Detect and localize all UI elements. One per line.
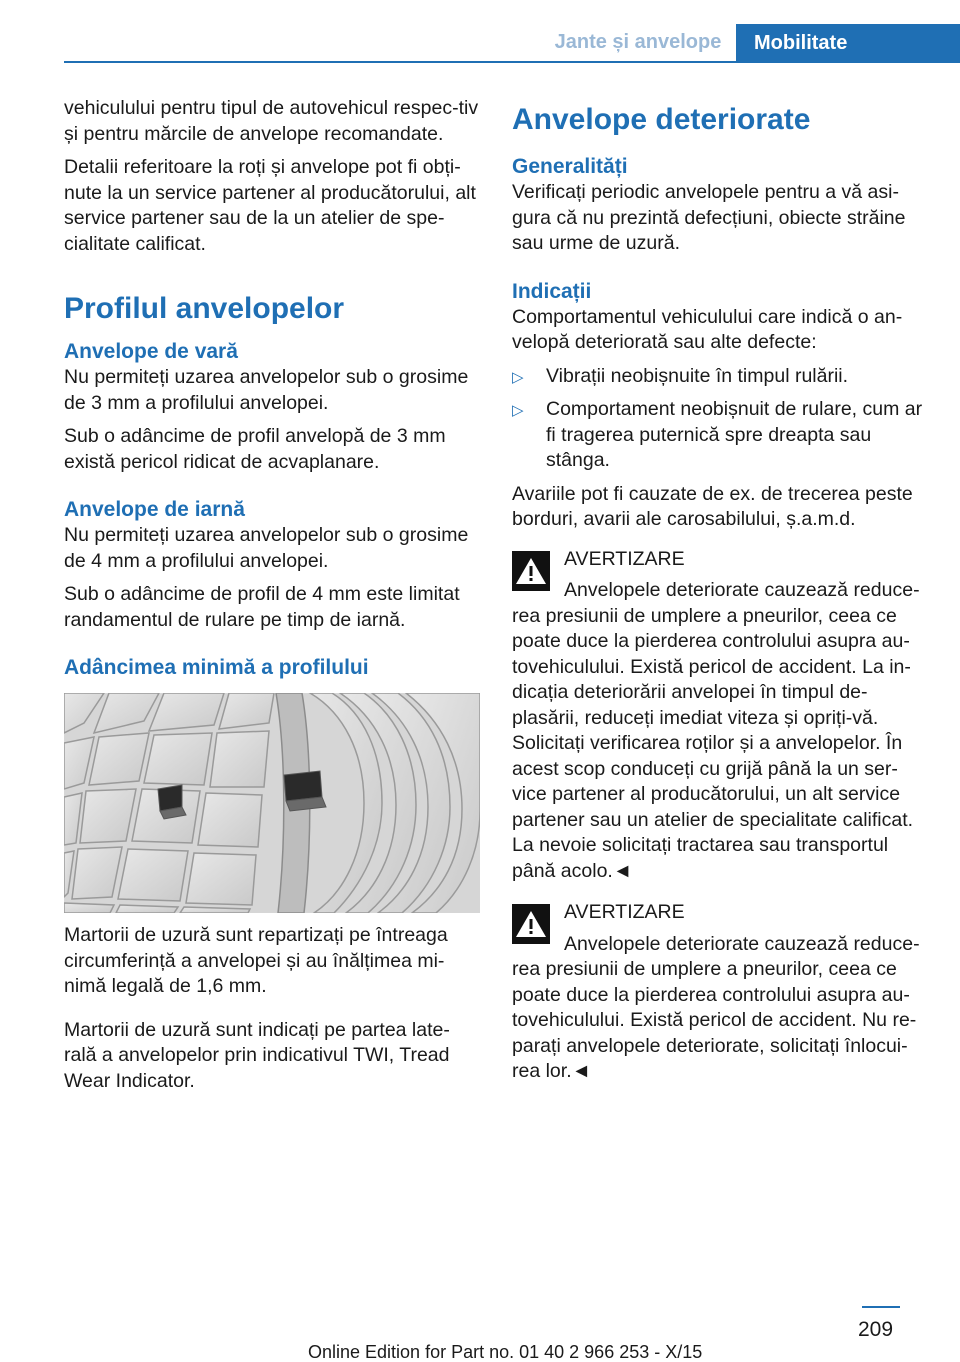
page-number: 209 <box>858 1318 894 1341</box>
warning-text: Anvelopele deteriorate cauzează reduce-rea presiunii de umplere a pneurilor, ceea ce poate duce la pierderea controlului asupra au-tovehiculului. Există pericol de accident. La in-dicația deteriorării anvelopei în timpul de-plasării, reduceți imediat viteza și opriți-vă. Solicitați verificarea roților și a anvelopelor. În acest scop conduceți cu grijă până la un ser-vice partener al producătorului, un alt service partener sau un atelier de specialitate calificat. La nevoie solicitați tractarea sau transportul până acolo.◄ <box>512 579 920 882</box>
wear-indicator-paragraph-1: Martorii de uzură sunt repartizați pe întreaga circumferință a anvelopei și au înălțimea mi-nimă legală de 1,6 mm. <box>64 924 448 997</box>
warning-triangle-icon <box>512 904 550 944</box>
edition-footer: Online Edition for Part no. 01 40 2 966 253 - X/15 <box>308 1342 703 1362</box>
heading-summer-tires: Anvelope de vară <box>64 340 238 363</box>
intro-paragraph: vehiculului pentru tipul de autovehicul respec-tiv și pentru mărcile de anvelope recomandate. <box>64 97 479 145</box>
warning-label: AVERTIZARE <box>564 901 685 923</box>
heading-signs: Indicații <box>512 279 592 303</box>
signs-list <box>512 364 928 474</box>
details-paragraph: Detalii referitoare la roți și anvelope pot fi obți-nute la un service partener al producătorului, alt service partener sau de la un atelier de spe-cialitate calificat. <box>64 156 476 255</box>
signs-paragraph: Comportamentul vehiculului care indică o an-velopă deteriorată sau alte defecte: <box>512 305 903 353</box>
heading-damaged-tires: Anvelope deteriorate <box>512 103 811 136</box>
header-section-title: Jante și anvelope <box>554 31 722 53</box>
left-column <box>64 96 480 1102</box>
wear-indicator-paragraph-2: Martorii de uzură sunt indicați pe partea late-rală a anvelopelor prin indicativul TWI, Tread Wear Indicator. <box>64 1018 450 1092</box>
list-item: ▷ Vibrații neobișnuite în timpul rulării. <box>512 364 928 390</box>
footer-rule <box>862 1306 900 1308</box>
heading-general: Generalități <box>512 155 628 178</box>
general-paragraph: Verificați periodic anvelopele pentru a vă asi-gura că nu prezintă defecțiuni, obiecte străine sau urme de uzură. <box>512 181 906 254</box>
list-item: ▷ Comportament neobișnuit de rulare, cum ar fi tragerea puternică spre dreapta sau stânga. <box>512 398 923 471</box>
causes-paragraph: Avariile pot fi cauzate de ex. de trecerea peste borduri, avarii ale carosabilului, ș.a.m.d. <box>512 482 913 530</box>
heading-profile: Profilul anvelopelor <box>64 292 345 325</box>
header-rule <box>64 61 960 63</box>
winter-paragraph-2: Sub o adâncime de profil de 4 mm este limitat randamentul de rulare pe timp de iarnă. <box>64 583 460 631</box>
summer-paragraph-1: Nu permiteți uzarea anvelopelor sub o grosime de 3 mm a profilului anvelopei. <box>64 366 469 414</box>
warning-block-1 <box>512 547 928 885</box>
summer-paragraph-2: Sub o adâncime de profil anvelopă de 3 mm există pericol ridicat de acvaplanare. <box>64 425 446 473</box>
header-chapter-tab: Mobilitate <box>736 24 960 62</box>
triangle-bullet-icon: ▷ <box>512 402 524 419</box>
warning-block-2 <box>512 900 928 1085</box>
triangle-bullet-icon: ▷ <box>512 368 524 386</box>
winter-paragraph-1: Nu permiteți uzarea anvelopelor sub o grosime de 4 mm a profilului anvelopei. <box>64 524 469 572</box>
right-column <box>512 96 928 1093</box>
tread-wear-illustration <box>64 693 480 913</box>
heading-minimum-tread: Adâncimea minimă a profilului <box>64 656 369 679</box>
warning-label: AVERTIZARE <box>564 547 685 570</box>
warning-triangle-icon <box>512 551 550 591</box>
warning-text: Anvelopele deteriorate cauzează reduce-rea presiunii de umplere a pneurilor, ceea ce poate duce la pierderea controlului asupra au-tovehiculului. Există pericol de accident. Nu re-parați anvelopele deteriorate, solicitați înlocui-rea lor.◄ <box>512 932 920 1082</box>
heading-winter-tires: Anvelope de iarnă <box>64 498 245 521</box>
